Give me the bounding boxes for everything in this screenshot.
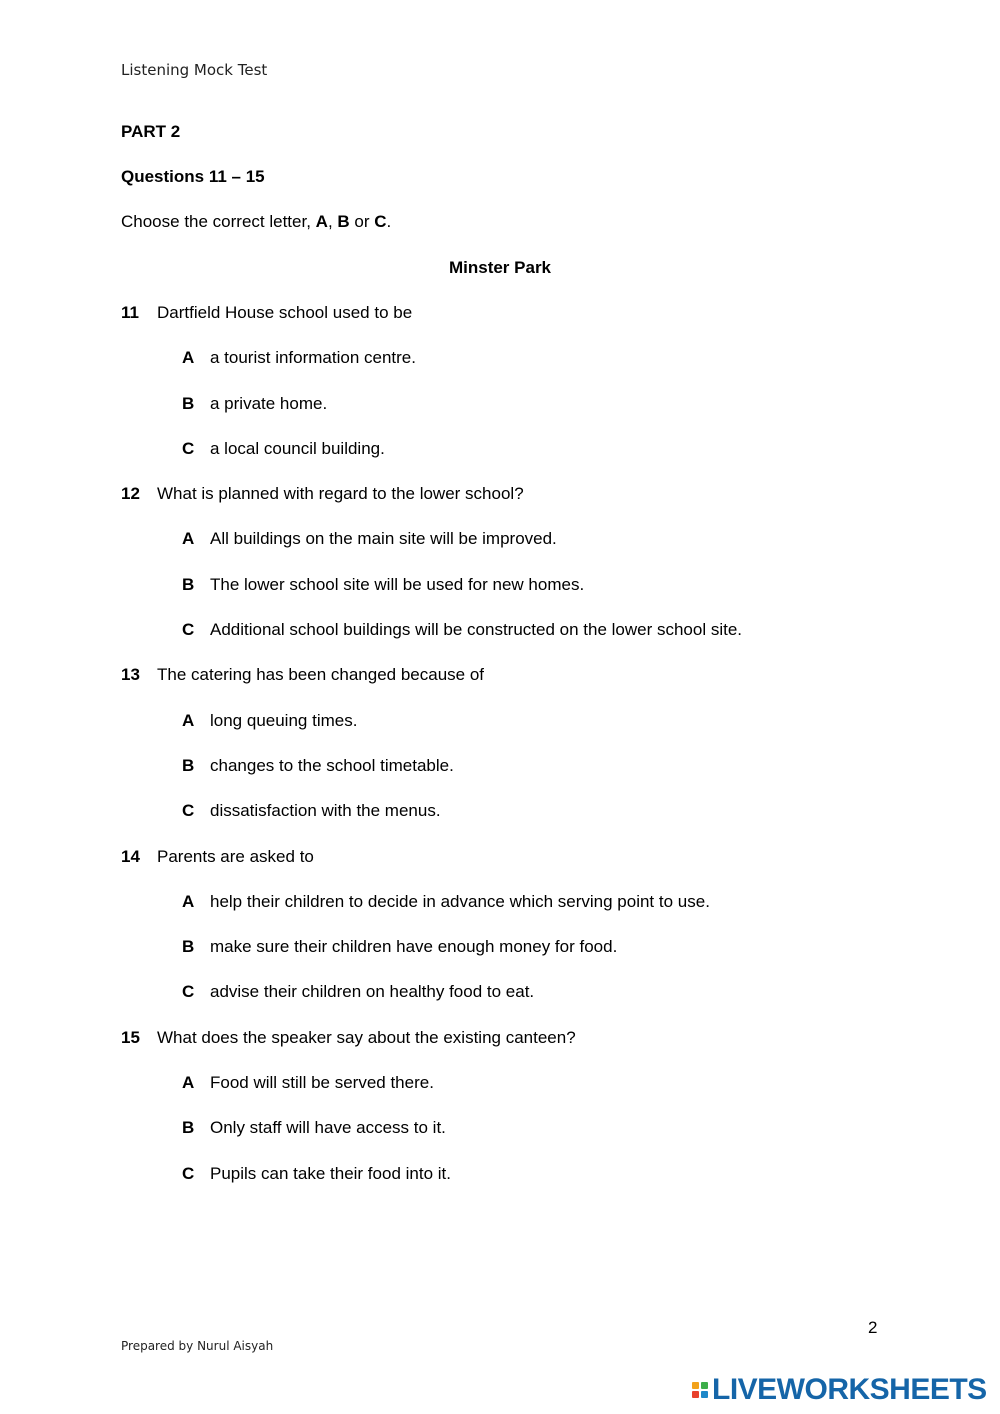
option-text: All buildings on the main site will be improved. [210, 529, 557, 549]
option-letter: B [182, 937, 195, 957]
option-letter: A [182, 891, 195, 911]
option-letter: A [182, 1073, 195, 1093]
option-14-c [121, 982, 841, 1027]
part-title: PART 2 [121, 122, 181, 141]
option-letter: A [182, 348, 195, 368]
option-15-a [121, 1073, 841, 1118]
question-13 [121, 665, 841, 846]
question-number: 12 [121, 484, 140, 504]
liveworksheets-logo-icon [692, 1382, 708, 1398]
option-letter: B [182, 755, 195, 775]
liveworksheets-brand [692, 1372, 987, 1408]
instructions-period: . [386, 212, 392, 231]
question-text: What is planned with regard to the lower school? [157, 484, 524, 504]
question-number: 11 [121, 303, 139, 322]
option-text: help their children to decide in advance which serving point to use. [210, 891, 710, 911]
option-text: changes to the school timetable. [210, 755, 454, 775]
logo-tile [692, 1382, 699, 1389]
option-text: dissatisfaction with the menus. [210, 801, 441, 821]
instructions-letter-b: B [337, 212, 350, 231]
question-stem [121, 303, 841, 348]
option-letter: C [182, 620, 195, 640]
instructions-comma: , [327, 212, 338, 231]
question-text: Parents are asked to [157, 846, 314, 866]
option-text: a local council building. [210, 438, 385, 458]
question-stem [121, 1028, 841, 1073]
question-list [121, 303, 841, 1209]
option-text: advise their children on healthy food to eat. [210, 982, 535, 1002]
option-letter: C [182, 1163, 195, 1183]
option-13-c [121, 801, 841, 846]
question-stem [121, 847, 841, 892]
question-stem [121, 665, 841, 710]
option-text: a tourist information centre. [210, 348, 416, 368]
option-letter: C [182, 801, 195, 821]
option-text: Only staff will have access to it. [210, 1118, 446, 1138]
option-13-a [121, 711, 841, 756]
brand-name: LIVEWORKSHEETS [712, 1373, 987, 1406]
question-text: The catering has been changed because of [157, 665, 485, 685]
question-number: 15 [121, 1027, 140, 1047]
option-12-c [121, 620, 841, 665]
question-number: 14 [121, 846, 140, 866]
instructions [121, 212, 391, 232]
option-text: a private home. [210, 393, 328, 413]
question-15 [121, 1028, 841, 1209]
option-12-a [121, 529, 841, 574]
option-11-b [121, 394, 841, 439]
instructions-letter-a: A [315, 212, 328, 231]
page-number: 2 [868, 1318, 878, 1337]
section-title: Minster Park [448, 258, 552, 277]
question-stem [121, 484, 841, 529]
option-text: Additional school buildings will be constructed on the lower school site. [210, 620, 743, 640]
option-text: long queuing times. [210, 710, 358, 730]
instructions-prefix: Choose the correct letter, [121, 212, 316, 231]
option-14-b [121, 937, 841, 982]
option-13-b [121, 756, 841, 801]
option-letter: C [182, 438, 195, 458]
option-letter: B [182, 393, 195, 413]
questions-range: Questions 11 – 15 [121, 167, 265, 186]
instructions-or: or [349, 212, 375, 231]
option-text: Pupils can take their food into it. [210, 1163, 451, 1183]
option-text: Food will still be served there. [210, 1073, 434, 1093]
option-15-b [121, 1118, 841, 1163]
option-letter: C [182, 982, 195, 1002]
question-14 [121, 847, 841, 1028]
instructions-letter-c: C [374, 212, 387, 231]
option-text: make sure their children have enough money for food. [210, 937, 618, 957]
option-11-a [121, 348, 841, 393]
footer-credit: Prepared by Nurul Aisyah [121, 1339, 274, 1353]
option-letter: B [182, 1118, 195, 1138]
question-text: Dartfield House school used to be [157, 303, 413, 322]
option-15-c [121, 1164, 841, 1209]
option-letter: A [182, 529, 195, 549]
page-header: Listening Mock Test [121, 61, 268, 79]
logo-tile [701, 1391, 708, 1398]
question-number: 13 [121, 665, 140, 685]
question-12 [121, 484, 841, 665]
option-text: The lower school site will be used for new homes. [210, 574, 585, 594]
logo-tile [692, 1391, 699, 1398]
option-14-a [121, 892, 841, 937]
option-12-b [121, 575, 841, 620]
logo-tile [701, 1382, 708, 1389]
option-11-c [121, 439, 841, 484]
question-11 [121, 303, 841, 484]
option-letter: B [182, 574, 195, 594]
option-letter: A [182, 710, 195, 730]
question-text: What does the speaker say about the existing canteen? [157, 1027, 576, 1047]
